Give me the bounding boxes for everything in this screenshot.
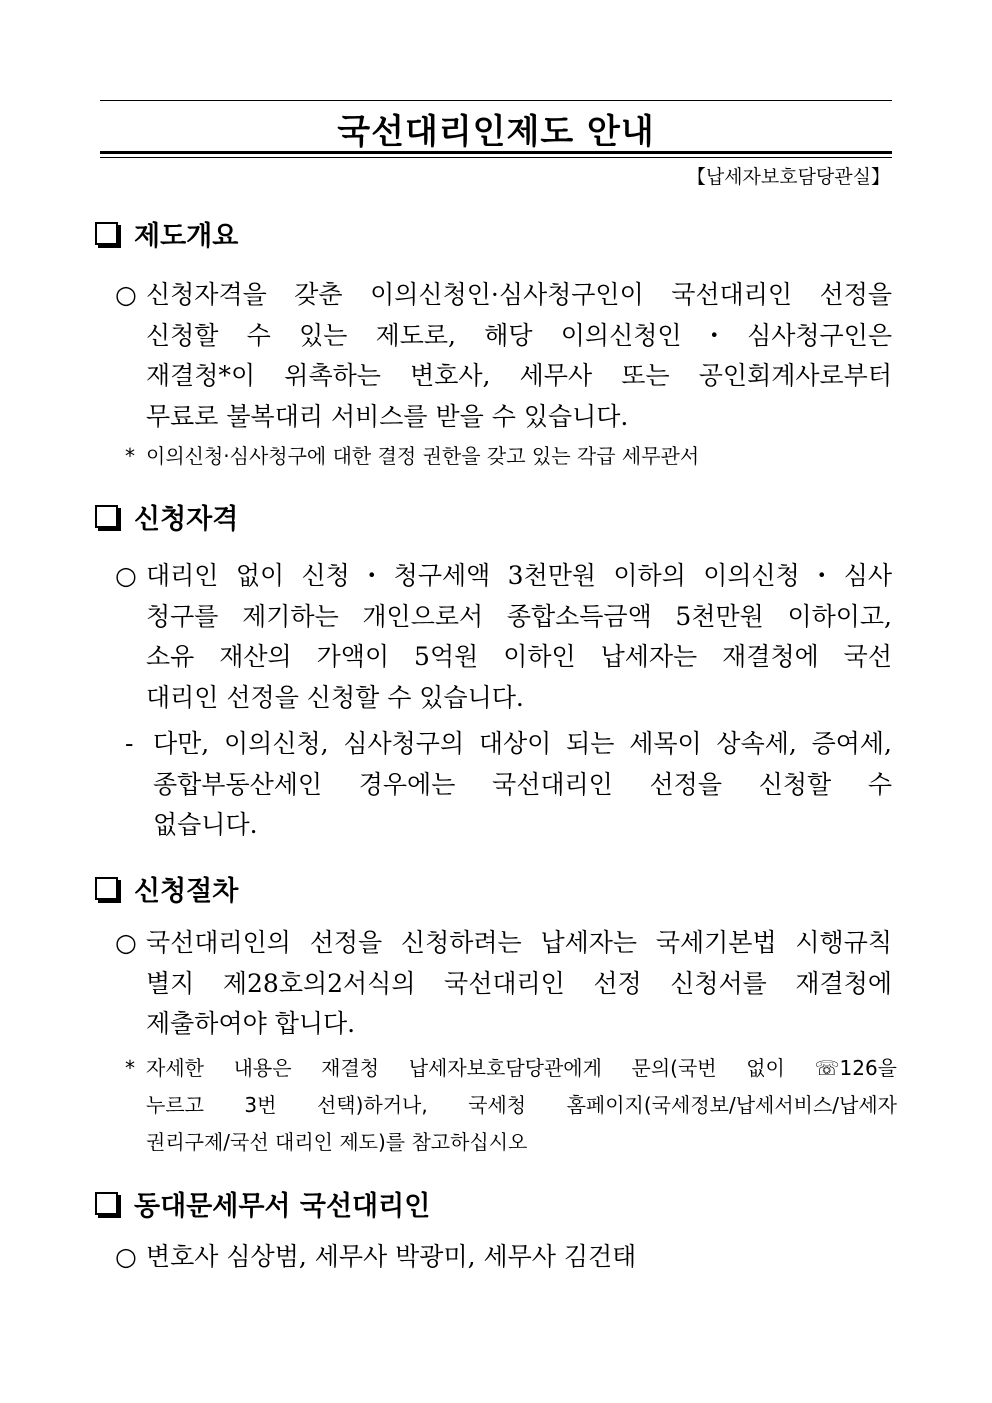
overview-paragraph	[115, 275, 892, 437]
eligibility-exception	[115, 724, 892, 846]
paragraph-line: 제출하여야 합니다.	[146, 1009, 356, 1038]
asterisk-mark: *	[125, 444, 135, 468]
footnote-line: 자세한 내용은 재결청 납세자보호담당관에게 문의(국번 없이 ☏126을	[146, 1056, 897, 1080]
circle-bullet-icon: ○	[115, 928, 137, 957]
section-heading-representatives	[95, 1184, 430, 1223]
paragraph-line: 신청할 수 있는 제도로, 해당 이의신청인・심사청구인은	[146, 320, 892, 350]
footnote-line: 권리구제/국선 대리인 제도)를 참고하십시오	[146, 1130, 528, 1154]
paragraph-line: 국선대리인의 선정을 신청하려는 납세자는 국세기본법 시행규칙	[146, 928, 892, 957]
circle-bullet-icon: ○	[115, 561, 137, 590]
paragraph-line: 대리인 선정을 신청할 수 있습니다.	[146, 682, 524, 712]
checkbox-square-icon	[95, 505, 118, 528]
top-rule	[100, 100, 892, 101]
procedure-paragraph	[115, 923, 892, 1045]
checkbox-square-icon	[95, 1192, 118, 1215]
checkbox-square-icon	[95, 222, 118, 245]
paragraph-line: 청구를 제기하는 개인으로서 종합소득금액 5천만원 이하이고,	[146, 601, 892, 631]
section-heading-eligibility	[95, 497, 238, 536]
paragraph-line: 소유 재산의 가액이 5억원 이하인 납세자는 재결청에 국선	[146, 642, 892, 671]
section-heading-text: 동대문세무서 국선대리인	[134, 1191, 431, 1222]
circle-bullet-icon: ○	[115, 1242, 137, 1271]
paragraph-line: 신청자격을 갖춘 이의신청인·심사청구인이 국선대리인 선정을	[146, 280, 892, 309]
page-title: 국선대리인제도 안내	[337, 112, 655, 152]
procedure-footnote	[125, 1050, 897, 1161]
circle-bullet-icon: ○	[115, 280, 137, 309]
paragraph-line: 종합부동산세인 경우에는 국선대리인 선정을 신청할 수	[153, 769, 892, 799]
title-underline-thin	[100, 157, 892, 158]
paragraph-line: 대리인 없이 신청・청구세액 3천만원 이하의 이의신청・심사	[146, 561, 892, 590]
section-heading-text: 신청절차	[134, 876, 239, 907]
asterisk-mark: *	[125, 1056, 135, 1080]
paragraph-line: 무료로 불복대리 서비스를 받을 수 있습니다.	[146, 401, 629, 431]
paragraph-line: 재결청*이 위촉하는 변호사, 세무사 또는 공인회계사로부터	[146, 361, 892, 390]
paragraph-line: 다만, 이의신청, 심사청구의 대상이 되는 세목이 상속세, 증여세,	[153, 729, 892, 758]
section-heading-procedure	[95, 869, 238, 908]
checkbox-square-icon	[95, 877, 118, 900]
footnote-line: 누르고 3번 선택)하거나, 국세청 홈페이지(국세정보/납세서비스/납세자	[146, 1093, 897, 1117]
department-label: 【납세자보호담당관실】	[686, 166, 890, 188]
title-underline-thick	[100, 151, 892, 154]
paragraph-line: 변호사 심상범, 세무사 박광미, 세무사 김건태	[146, 1242, 637, 1271]
section-heading-text: 신청자격	[134, 504, 239, 535]
paragraph-line: 별지 제28호의2서식의 국선대리인 선정 신청서를 재결청에	[146, 968, 892, 998]
section-heading-text: 제도개요	[134, 221, 239, 252]
section-heading-overview	[95, 214, 238, 253]
dash-mark: -	[125, 729, 134, 758]
eligibility-paragraph	[115, 556, 892, 718]
footnote-line: 이의신청·심사청구에 대한 결정 권한을 갖고 있는 각급 세무관서	[146, 444, 700, 468]
paragraph-line: 없습니다.	[153, 810, 258, 839]
overview-footnote	[125, 438, 897, 475]
representatives-paragraph	[115, 1237, 892, 1278]
